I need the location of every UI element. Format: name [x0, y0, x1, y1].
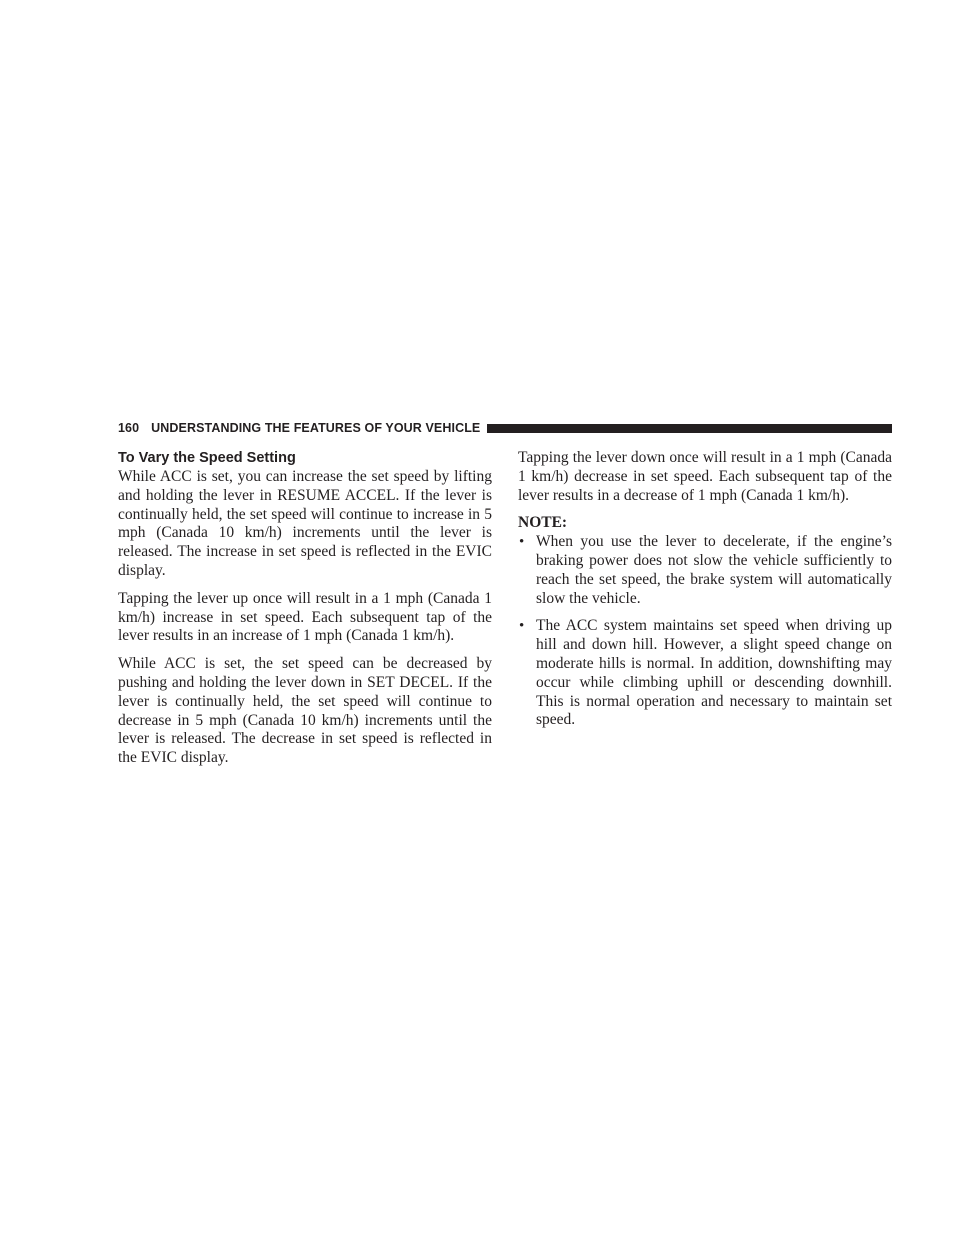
note-bullet-list	[518, 533, 892, 730]
body-paragraph: While ACC is set, you can increase the set speed by lifting and holding the lever in RESUME ACCEL. If the lever is continually held, the set speed will continue to increase in 5 mph (Canada 10 km/h) increments until the lever is released. The increase in set speed is reflected in the EVIC display.	[118, 468, 492, 579]
body-paragraph: While ACC is set, the set speed can be decreased by pushing and holding the lever down in SET DECEL. If the lever is continually held, the set speed will continue to decrease in 5 mph (Canada 10 km/h) increments until the lever is released. The decrease in set speed is reflected in the EVIC display.	[118, 655, 492, 767]
section-title: UNDERSTANDING THE FEATURES OF YOUR VEHICLE	[151, 421, 481, 435]
page-header	[118, 419, 892, 437]
list-item	[518, 617, 892, 730]
body-paragraph: Tapping the lever down once will result in a 1 mph (Canada 1 km/h) decrease in set speed. Each subsequent tap of the lever results in a decrease of 1 mph (Canada 1 km/h).	[518, 449, 892, 504]
right-column	[518, 449, 892, 739]
page-number: 160	[118, 421, 140, 435]
list-item-text: The ACC system maintains set speed when driving up hill and down hill. However, a slight speed change on moderate hills is normal. In addition, downshifting may occur while climbing uphill or descending downhill. This is normal operation and necessary to maintain set speed.	[536, 617, 892, 729]
left-column	[118, 448, 492, 777]
header-rule-bar	[487, 424, 892, 433]
list-item	[518, 533, 892, 608]
list-item-text: When you use the lever to decelerate, if the engine’s braking power does not slow the vehicle sufficiently to reach the set speed, the brake system will automatically slow the vehicle.	[536, 533, 892, 607]
note-label: NOTE:	[518, 514, 568, 532]
body-paragraph: Tapping the lever up once will result in a 1 mph (Canada 1 km/h) increase in set speed. Each subsequent tap of the lever results in an increase of 1 mph (Canada 1 km/h).	[118, 589, 492, 645]
subsection-heading: To Vary the Speed Setting	[118, 450, 296, 466]
bullet-icon: •	[519, 618, 525, 635]
bullet-icon: •	[519, 534, 525, 551]
